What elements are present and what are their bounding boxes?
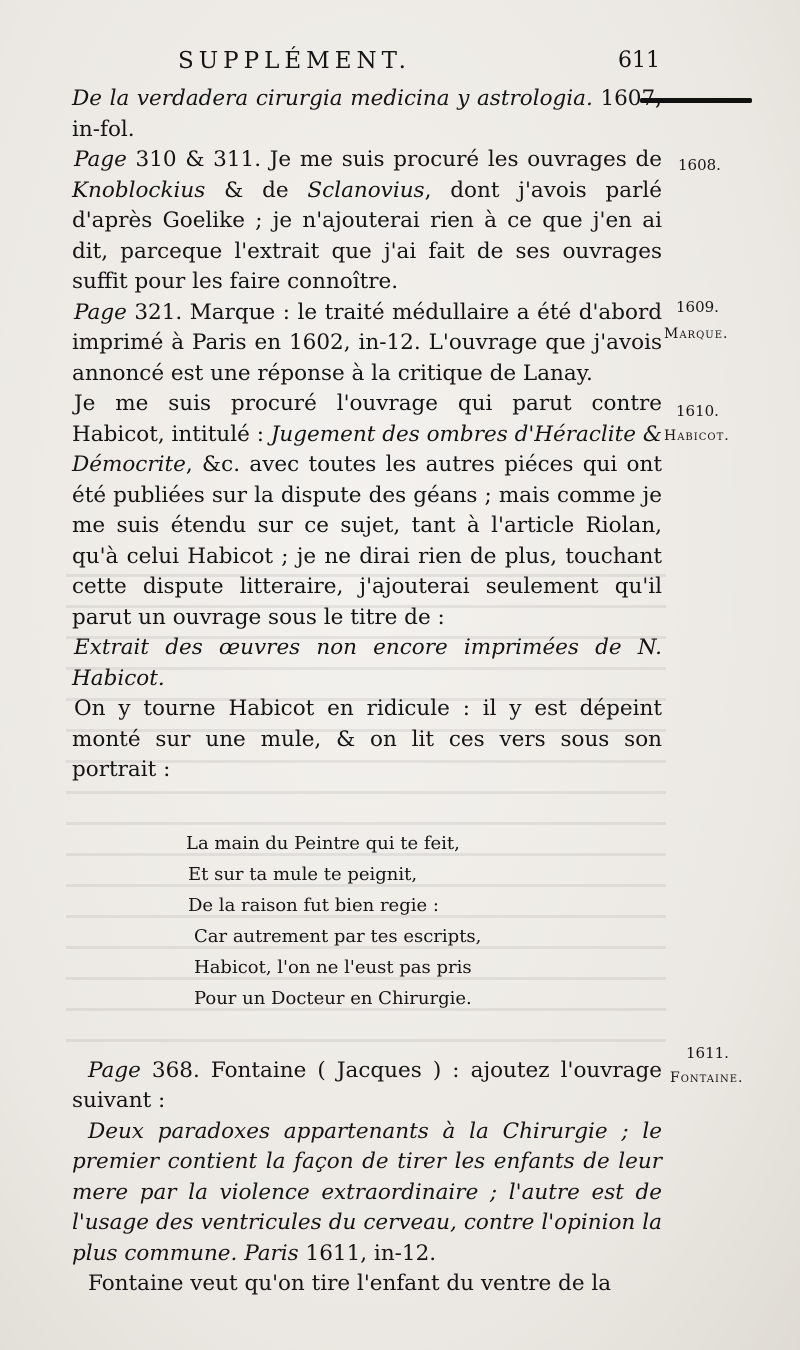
poem-line: Pour un Docteur en Chirurgie. xyxy=(194,987,472,1009)
main-text xyxy=(72,84,662,1300)
poem-line: De la raison fut bien regie : xyxy=(188,894,439,916)
paragraph-8: Deux paradoxes appartenants à la Chirurgie ; le premier contient la façon de tirer les enfants de leur mere par la violence extraordinaire ; l'autre est de l'usage des ventricules du cerveau, contre l'opinion la plus commune. Paris 1611, in-12. xyxy=(72,1118,662,1266)
poem xyxy=(186,828,662,1014)
page-header xyxy=(60,44,660,84)
paragraph-9: Fontaine veut qu'on tire l'enfant du ventre de la xyxy=(88,1271,612,1296)
margin-name-marque: Marque. xyxy=(664,326,729,342)
paragraph-4: Je me suis procuré l'ouvrage qui parut contre Habicot, intitulé : Jugement des ombres d'Héraclite & Démocrite, &c. avec toutes les autres piéces qui ont été publiées sur la dispute des géans ; mais comme je me suis étendu sur ce sujet, tant à l'article Riolan, qu'à celui Habicot ; je ne dirai rien de plus, touchant cette dispute litteraire, j'ajouterai seulement qu'il parut un ouvrage sous le titre de : xyxy=(72,391,662,630)
paragraph-1: De la verdadera cirurgia medicina y astrologia. 1607, in-fol. xyxy=(72,86,662,142)
page-ref: Page xyxy=(74,147,127,172)
poem-line: Car autrement par tes escripts, xyxy=(194,925,482,947)
book-title: Deux paradoxes appartenants à la Chirurgie ; le premier contient la façon de tirer les enfants de leur mere par la violence extraordinaire ; l'autre est de l'usage des ventricules du cerveau, contre l'opinion la plus commune. Paris xyxy=(72,1118,662,1266)
margin-year-1608: 1608. xyxy=(678,156,721,174)
paragraph-5 xyxy=(72,633,662,694)
margin-year-1609: 1609. xyxy=(676,298,719,316)
margin-name-habicot: Habicot. xyxy=(664,428,730,444)
paragraph-2: Page 310 & 311. Je me suis procuré les ouvrages de Knoblockius & de Sclanovius, dont j'avois parlé d'après Goelike ; je n'ajouterai rien à ce que j'en ai dit, parceque l'extrait que j'ai fait de ses ouvrages suffit pour les faire connoître. xyxy=(72,147,662,294)
book-title: Jugement des ombres d'Héraclite & Démocrite xyxy=(72,421,662,477)
paragraph-6: On y tourne Habicot en ridicule : il y est dépeint monté sur une mule, & on lit ces vers sous son portrait : xyxy=(72,696,662,782)
book-title: Extrait des œuvres non encore imprimées de N. Habicot. xyxy=(72,635,662,691)
running-title: SUPPLÉMENT. xyxy=(178,48,411,74)
margin-year-1611: 1611. xyxy=(686,1044,729,1062)
book-title: De la verdadera cirurgia medicina y astrologia. xyxy=(72,86,593,111)
margin-name-fontaine: Fontaine. xyxy=(670,1070,744,1086)
paragraph-7: Page 368. Fontaine ( Jacques ) : ajoutez l'ouvrage suivant : xyxy=(72,1057,662,1113)
paragraph-3: Page 321. Marque : le traité médullaire a été d'abord imprimé à Paris en 1602, in-12. L'ouvrage que j'avois annoncé est une réponse à la critique de Lanay. xyxy=(72,299,662,386)
page-number: 611 xyxy=(618,48,660,73)
page-ref: Page xyxy=(74,299,127,325)
poem-line: Et sur ta mule te peignit, xyxy=(188,863,418,885)
poem-line: Habicot, l'on ne l'eust pas pris xyxy=(194,956,472,978)
page-ref: Page xyxy=(88,1057,141,1083)
margin-year-1610: 1610. xyxy=(676,402,719,420)
poem-line: La main du Peintre qui te feit, xyxy=(186,832,460,854)
